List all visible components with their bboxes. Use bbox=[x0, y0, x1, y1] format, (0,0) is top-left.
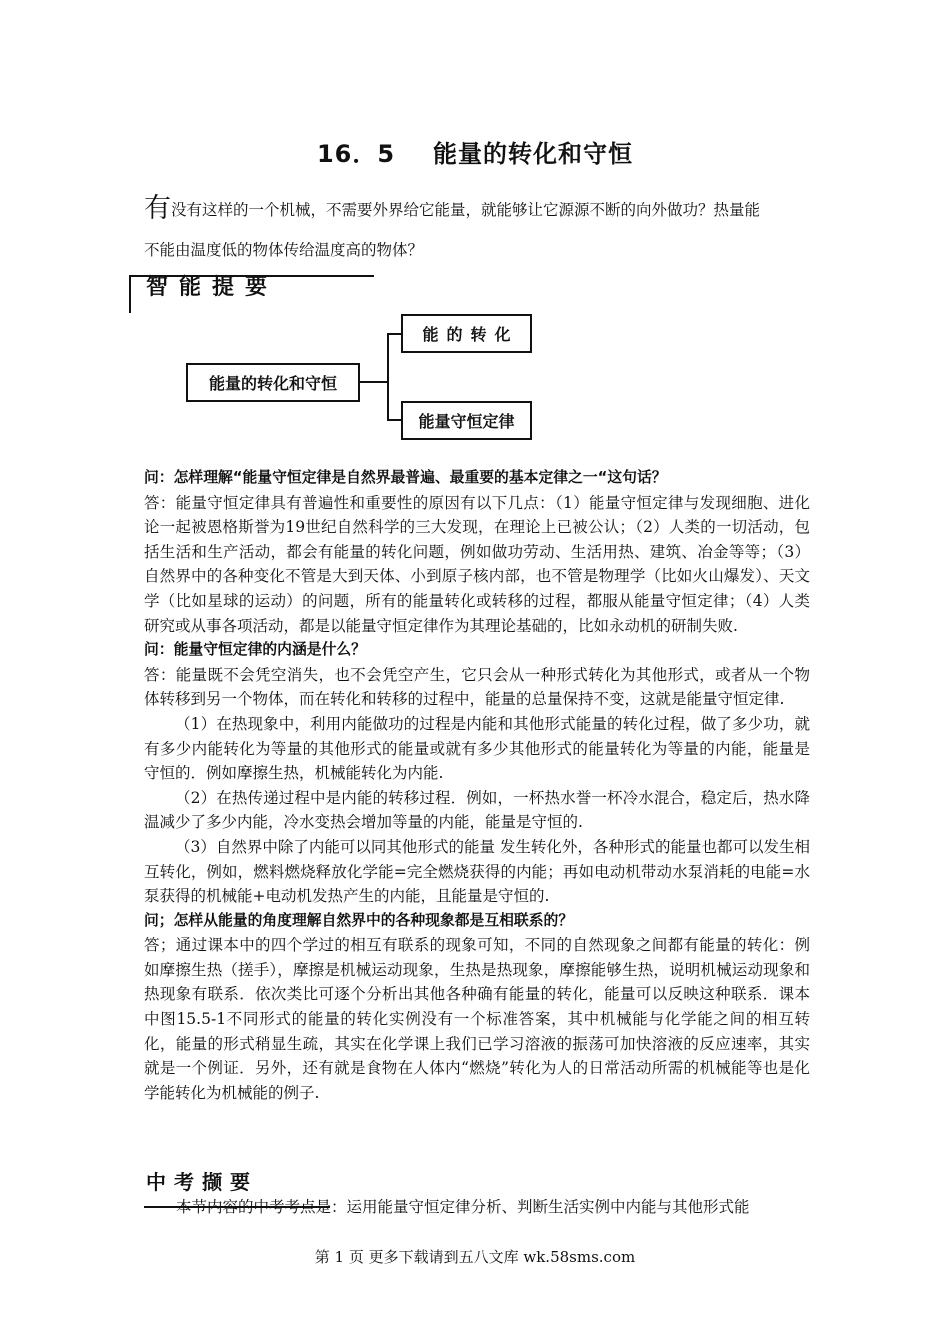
answer-2-point-2: （2）在热传递过程中是内能的转移过程．例如，一杯热水誉一杯冷水混合，稳定后，热水降温减少了多少内能，冷水变热会增加等量的内能，能量是守恒的. bbox=[144, 788, 810, 832]
section-number: 16．5 bbox=[316, 140, 396, 168]
answer-2-point-1: （1）在热现象中，利用内能做功的过程是内能和其他形式能量的转化过程，做了多少功，就有多少内能转化为等量的其他形式的能量或就有多少其他形式的能量转化为等量的内能，能量是守恒的．例如摩擦生热，机械能转化为内能. bbox=[144, 714, 810, 783]
diagram-branch-conservation-law: 能量守恒定律 bbox=[401, 401, 532, 440]
diagram-connector-vertical bbox=[387, 333, 389, 421]
intro-line-1 bbox=[144, 186, 824, 225]
answer-3: 答；通过课本中的四个学过的相互有联系的现象可知，不同的自然现象之间都有能量的转化：例如摩擦生热（搓手），摩擦是机械运动现象，生热是热现象，摩擦能够生热，说明机械运动现象和热现象有联系．依次类比可逐个分析出其他各种确有能量的转化，能量可以反映这种联系．课本中图15.5-1不同形式的能量的转化实例没有一个标准答案，其中机械能与化学能之间的相互转化，能量的形式稍显生疏，其实在化学课上我们已学习溶液的振荡可加快溶液的反应速率，其实就是一个例证．另外，还有就是食物在人体内“燃烧”转化为人的日常活动所需的机械能等也是化学能转化为机械能的例子. bbox=[144, 936, 810, 1102]
answer-1: 答：能量守恒定律具有普遍性和重要性的原因有以下几点：（1）能量守恒定律与发现细胞、进化论一起被恩格斯誉为19世纪自然科学的三大发现，在理论上已被公认；（2）人类的一切活动，包括生活和生产活动，都会有能量的转化问题，例如做功劳动、生活用热、建筑、冶金等等；（3）自然界中的各种变化不管是大到天体、小到原子核内部，也不管是物理学（比如火山爆发）、天文学（比如星球的运动）的问题，所有的能量转化或转移的过程，都服从能量守恒定律；（4）人类研究或从事各项活动，都是以能量守恒定律作为其理论基础的，比如永动机的研制失败. bbox=[144, 493, 810, 635]
title-text: 能量的转化和守恒 bbox=[433, 140, 634, 168]
section-heading-exam: 中考撷要 bbox=[146, 1170, 258, 1194]
answer-2-point-3: （3）自然界中除了内能可以同其他形式的能量 发生转化外，各种形式的能量也都可以发生相互转化，例如，燃料燃烧释放化学能=完全燃烧获得的内能；再如电动机带动水泵消耗的电能=水泵获得的机械能+电动机发热产生的内能，且能量是守恒的. bbox=[144, 837, 810, 906]
intro-dropcap: 有 bbox=[144, 193, 171, 224]
intro-line-2: 不能由温度低的物体传给温度高的物体？ bbox=[144, 241, 424, 259]
diagram-connector-top bbox=[387, 333, 401, 335]
exam-summary-text: 本节内容的中考考点是：运用能量守恒定律分析、判断生活实例中内能与其他形式能 bbox=[176, 1198, 750, 1216]
question-1: 问：怎样理解“能量守恒定律是自然界最普遍、最重要的基本定律之一“这句话？ bbox=[144, 469, 667, 486]
section-heading-summary: 智能提要 bbox=[146, 275, 279, 300]
page-title bbox=[0, 134, 950, 169]
page-footer: 第 1 页 更多下载请到五八文库 wk.58sms.com bbox=[314, 1248, 636, 1266]
diagram-connector-bottom bbox=[387, 419, 401, 421]
question-3: 问；怎样从能量的角度理解自然界中的各种现象都是互相联系的？ bbox=[144, 911, 574, 929]
question-2: 问：能量守恒定律的内涵是什么？ bbox=[144, 641, 366, 659]
answer-2: 答：能量既不会凭空消失，也不会凭空产生，它只会从一种形式转化为其他形式，或者从一个物体转移到另一个物体，而在转化和转移的过程中，能量的总量保持不变，这就是能量守恒定律. bbox=[144, 665, 810, 709]
qa-content bbox=[144, 466, 810, 1105]
intro-text-1: 没有这样的一个机械，不需要外界给它能量，就能够让它源源不断的向外做功？热量能 bbox=[171, 201, 761, 219]
section-rule-vertical bbox=[129, 275, 131, 313]
diagram-branch-energy-conversion: 能的转化 bbox=[401, 314, 532, 353]
diagram-root-box: 能量的转化和守恒 bbox=[186, 363, 360, 402]
diagram-connector-stem bbox=[360, 381, 388, 383]
